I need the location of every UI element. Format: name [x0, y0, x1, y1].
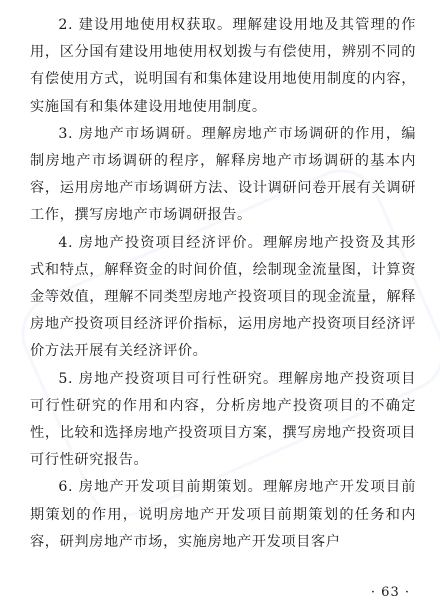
page-number: · 63 · [370, 585, 410, 600]
paragraph-preliminary-planning: 6. 房地产开发项目前期策划。理解房地产开发项目前期策划的作用，说明房地产开发项目前期策划的任务和内容，研判房地产市场，实施房地产开发项目客户 [30, 479, 416, 550]
paragraph-land-use-rights: 2. 建设用地使用权获取。理解建设用地及其管理的作用，区分国有建设用地使用权划拨与有偿使用，辨别不同的有偿使用方式，说明国有和集体建设用地使用制度的内容，实施国有和集体建设用地使用制度。 [30, 17, 416, 115]
paragraph-market-research: 3. 房地产市场调研。理解房地产市场调研的作用，编制房地产市场调研的程序，解释房地产市场调研的基本内容，运用房地产市场调研方法、设计调研问卷开展有关调研工作，撰写房地产市场调研报告。 [30, 125, 416, 224]
body-text [30, 12, 416, 556]
paragraph-feasibility-study: 5. 房地产投资项目可行性研究。理解房地产投资项目可行性研究的作用和内容，分析房地产投资项目的不确定性，比较和选择房地产投资项目方案，撰写房地产投资项目可行性研究报告。 [30, 370, 416, 469]
paragraph-economic-evaluation: 4. 房地产投资项目经济评价。理解房地产投资及其形式和特点，解释资金的时间价值，绘制现金流量图，计算资金等效值，理解不同类型房地产投资项目的现金流量，解释房地产投资项目经济评价指标，运用房地产投资项目经济评价方法开展有关经济评价。 [30, 234, 416, 360]
